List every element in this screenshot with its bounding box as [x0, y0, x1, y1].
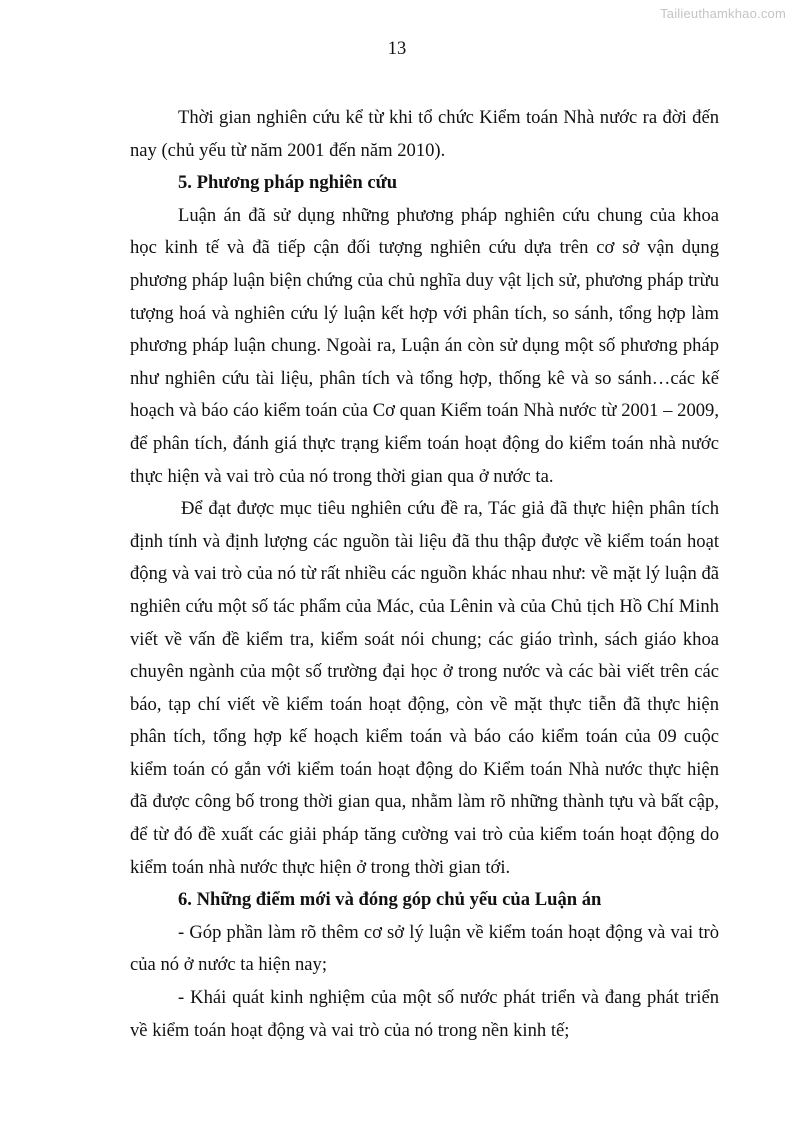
paragraph-research-approach: Để đạt được mục tiêu nghiên cứu đề ra, Tác giả đã thực hiện phân tích định tính và định lượng các nguồn tài liệu đã thu thập được về kiểm toán hoạt động và vai trò của nó từ rất nhiều các nguồn khác nhau như: về mặt lý luận đã nghiên cứu một số tác phẩm của Mác, của Lênin và của Chủ tịch Hồ Chí Minh viết về vấn đề kiểm tra, kiểm soát nói chung; các giáo trình, sách giáo khoa chuyên ngành của một số trường đại học ở trong nước và các bài viết trên các báo, tạp chí viết về kiểm toán hoạt động, còn về mặt thực tiễn đã thực hiện phân tích, tổng hợp kế hoạch kiểm toán và báo cáo kiểm toán của 09 cuộc kiểm toán có gắn với kiểm toán hoạt động do Kiểm toán Nhà nước thực hiện đã được công bố trong thời gian qua, nhằm làm rõ những thành tựu và bất cập, để từ đó đề xuất các giải pháp tăng cường vai trò của kiểm toán hoạt động do kiểm toán nhà nước thực hiện ở trong thời gian tới. — [130, 498, 719, 878]
list-item-contribution-1: - Góp phần làm rõ thêm cơ sở lý luận về kiểm toán hoạt động và vai trò của nó ở nước ta hiện nay; — [130, 921, 719, 976]
watermark: Tailieuthamkhao.com — [660, 6, 786, 21]
paragraph-research-period: Thời gian nghiên cứu kể từ khi tổ chức Kiểm toán Nhà nước ra đời đến nay (chủ yếu từ năm 2001 đến năm 2010). — [130, 107, 719, 161]
document-body — [130, 102, 719, 1047]
paragraph-research-methods: Luận án đã sử dụng những phương pháp nghiên cứu chung của khoa học kinh tế và đã tiếp cận đối tượng nghiên cứu dựa trên cơ sở vận dụng phương pháp luận biện chứng của chủ nghĩa duy vật lịch sử, phương pháp trừu tượng hoá và nghiên cứu lý luận kết hợp với phân tích, so sánh, tổng hợp làm phương pháp luận chung. Ngoài ra, Luận án còn sử dụng một số phương pháp như nghiên cứu tài liệu, phân tích và tổng hợp, thống kê và so sánh…các kế hoạch và báo cáo kiểm toán của Cơ quan Kiểm toán Nhà nước từ 2001 – 2009, để phân tích, đánh giá thực trạng kiểm toán hoạt động do kiểm toán nhà nước thực hiện và vai trò của nó trong thời gian qua ở nước ta. — [130, 204, 719, 487]
list-item-contribution-2: - Khái quát kinh nghiệm của một số nước phát triển và đang phát triển về kiểm toán hoạt động và vai trò của nó trong nền kinh tế; — [130, 987, 719, 1041]
section-heading-research-methods: 5. Phương pháp nghiên cứu — [178, 172, 398, 194]
page-number: 13 — [387, 39, 407, 59]
section-heading-new-contributions: 6. Những điểm mới và đóng góp chủ yếu của Luận án — [178, 889, 602, 911]
